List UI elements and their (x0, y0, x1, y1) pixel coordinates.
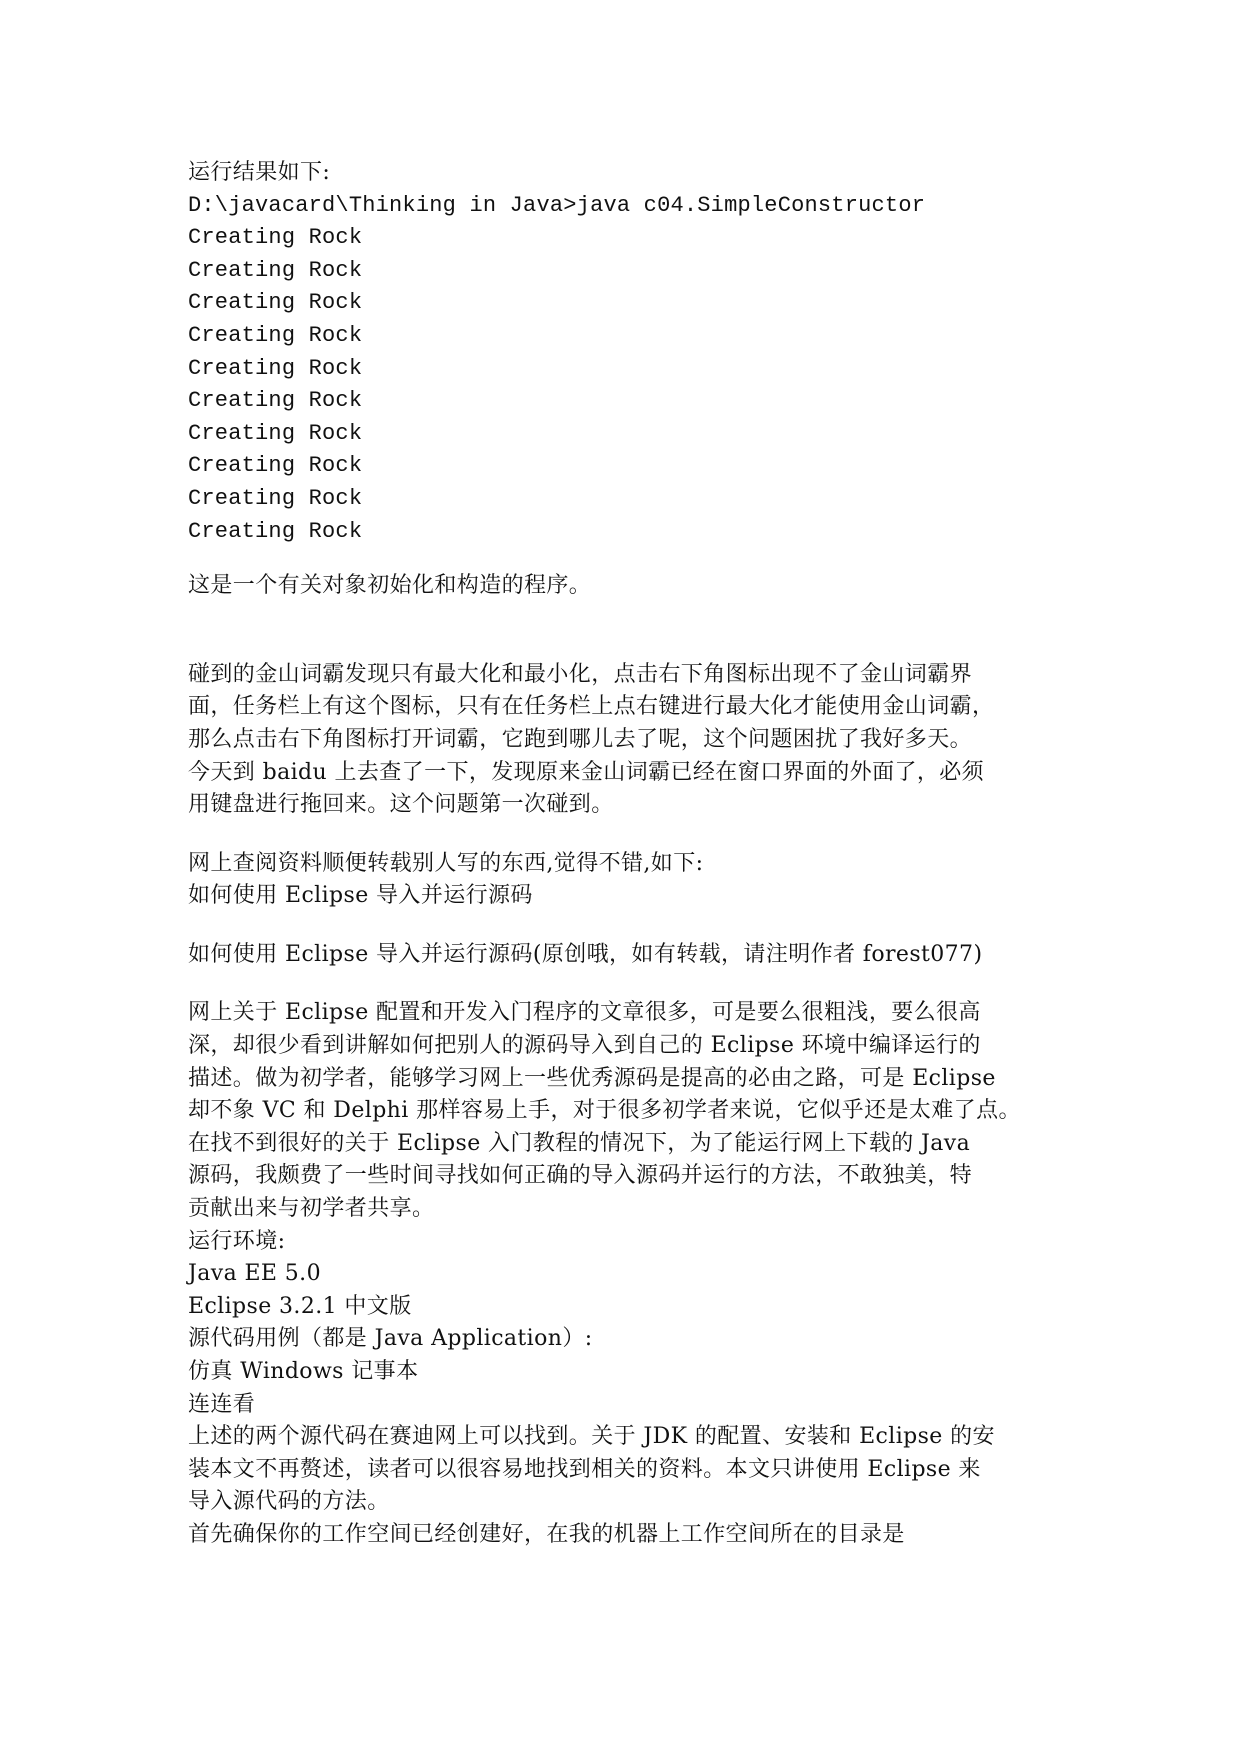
examples-heading: 源代码用例（都是 Java Application）: (188, 1326, 593, 1352)
article-title: 如何使用 Eclipse 导入并运行源码(原创哦，如有转载，请注明作者 forest077) (188, 941, 983, 967)
spacer (188, 548, 1068, 570)
output-line: Creating Rock (188, 355, 363, 381)
article-line: 网上关于 Eclipse 配置和开发入门程序的文章很多，可是要么很粗浅，要么很高 (188, 1000, 981, 1026)
paragraph-line: 那么点击右下角图标打开词霸，它跑到哪儿去了呢，这个问题困扰了我好多天。 (188, 726, 973, 752)
program-note: 这是一个有关对象初始化和构造的程序。 (188, 573, 592, 599)
paragraph-line: 今天到 baidu 上去查了一下，发现原来金山词霸已经在窗口界面的外面了，必须 (188, 759, 985, 785)
spacer (188, 913, 1068, 939)
article-line: 上述的两个源代码在赛迪网上可以找到。关于 JDK 的配置、安装和 Eclipse 的安 (188, 1424, 995, 1450)
kingsoft-paragraph (188, 659, 1068, 822)
repost-title: 如何使用 Eclipse 导入并运行源码 (188, 883, 533, 909)
output-line: Creating Rock (188, 485, 363, 511)
repost-line: 网上查阅资料顺便转载别人写的东西,觉得不错,如下: (188, 850, 704, 876)
paragraph-line: 碰到的金山词霸发现只有最大化和最小化，点击右下角图标出现不了金山词霸界 (188, 661, 973, 687)
output-line: Creating Rock (188, 257, 363, 283)
article-line: 导入源代码的方法。 (188, 1489, 390, 1515)
intro-line: 运行结果如下: (188, 160, 331, 185)
output-line: Creating Rock (188, 290, 363, 316)
spacer (188, 822, 1068, 848)
output-line: Creating Rock (188, 518, 363, 544)
document-content (188, 157, 1068, 1552)
output-line: Creating Rock (188, 322, 363, 348)
article-body (188, 997, 1068, 1551)
output-line: Creating Rock (188, 388, 363, 414)
article-line: 首先确保你的工作空间已经创建好，在我的机器上工作空间所在的目录是 (188, 1521, 905, 1547)
article-line: 深，却很少看到讲解如何把别人的源码导入到自己的 Eclipse 环境中编译运行的 (188, 1033, 981, 1059)
spacer (188, 603, 1068, 659)
article-line: 在找不到很好的关于 Eclipse 入门教程的情况下，为了能运行网上下载的 Java (188, 1130, 971, 1156)
environment-item: Eclipse 3.2.1 中文版 (188, 1293, 412, 1319)
article-line: 贡献出来与初学者共享。 (188, 1196, 435, 1222)
environment-heading: 运行环境: (188, 1228, 286, 1254)
example-item: 连连看 (188, 1391, 256, 1417)
environment-item: Java EE 5.0 (188, 1261, 321, 1287)
article-line: 描述。做为初学者，能够学习网上一些优秀源码是提高的必由之路，可是 Eclipse (188, 1065, 996, 1091)
output-line: Creating Rock (188, 453, 363, 479)
command-line: D:\javacard\Thinking in Java>java c04.SimpleConstructor (188, 192, 926, 218)
example-item: 仿真 Windows 记事本 (188, 1359, 419, 1384)
article-line: 却不象 VC 和 Delphi 那样容易上手，对于很多初学者来说，它似乎还是太难了点。 (188, 1098, 1021, 1124)
paragraph-line: 用键盘进行拖回来。这个问题第一次碰到。 (188, 792, 614, 818)
spacer (188, 971, 1068, 997)
article-line: 装本文不再赘述，读者可以很容易地找到相关的资料。本文只讲使用 Eclipse 来 (188, 1456, 981, 1482)
output-line: Creating Rock (188, 420, 363, 446)
output-line: Creating Rock (188, 225, 363, 251)
article-line: 源码，我颇费了一些时间寻找如何正确的导入源码并运行的方法，不敢独美，特 (188, 1163, 973, 1189)
paragraph-line: 面，任务栏上有这个图标，只有在任务栏上点右键进行最大化才能使用金山词霸， (188, 694, 995, 720)
